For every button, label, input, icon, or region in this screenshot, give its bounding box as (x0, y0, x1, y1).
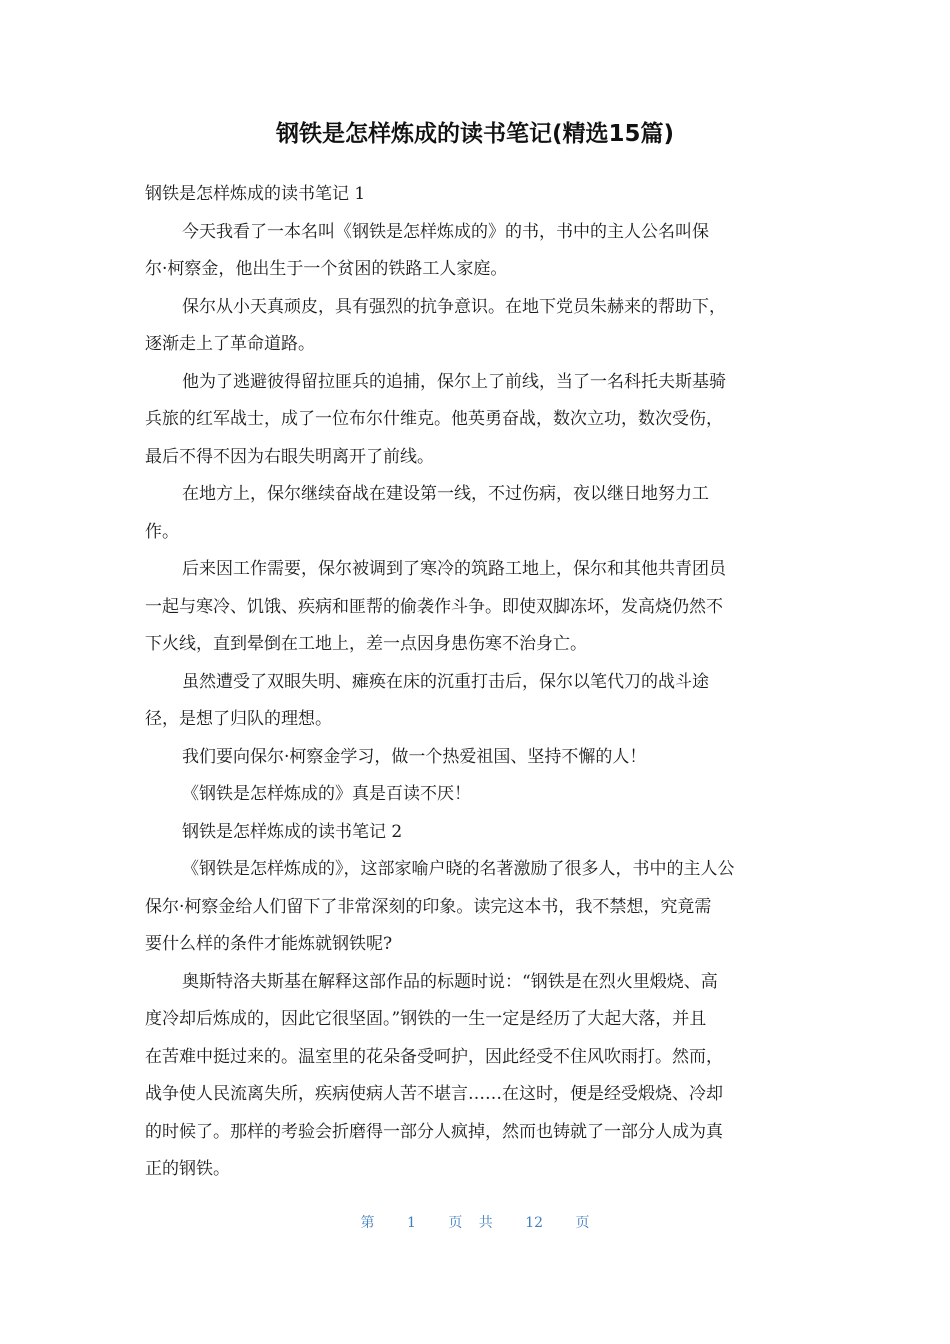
body-paragraph: 《钢铁是怎样炼成的》，这部家喻户晓的名著激励了很多人，书中的主人公 保尔·柯察金给人们留下了非常深刻的印象。读完这本书，我不禁想，究竟需 要什么样的条件才能炼就钢铁呢? (145, 859, 735, 954)
section-heading-2: 钢铁是怎样炼成的读书笔记 2 (182, 821, 403, 842)
section-heading-1: 钢铁是怎样炼成的读书笔记 1 (145, 184, 366, 204)
page-footer (0, 1211, 950, 1235)
body-paragraph: 他为了逃避彼得留拉匪兵的追捕，保尔上了前线，当了一名科托夫斯基骑 兵旅的红军战士，成了一位布尔什维克。他英勇奋战，数次立功，数次受伤， 最后不得不因为右眼失明离开了前线。 (145, 371, 726, 467)
document-body (145, 176, 810, 1189)
document-title: 钢铁是怎样炼成的读书笔记(精选15篇) (275, 121, 675, 147)
body-paragraph: 今天我看了一本名叫《钢铁是怎样炼成的》的书，书中的主人公名叫保 尔·柯察金，他出生于一个贫困的铁路工人家庭。 (145, 221, 709, 279)
body-paragraph: 奥斯特洛夫斯基在解释这部作品的标题时说：“钢铁是在烈火里煅烧、高 度冷却后炼成的，因此它很坚固。”钢铁的一生一定是经历了大起大落，并且 在苦难中挺过来的。温室里的花朵备受呵护，因此经受不住风吹雨打。然而， 战争使人民流离失所，疾病使病人苦不堪言……在这时，便是经受煅烧、冷却 的时候了。那样的考验会折磨得一部分人疯掉，然而也铸就了一部分人成为真 正的钢铁。 (145, 971, 723, 1179)
body-paragraph: 保尔从小天真顽皮，具有强烈的抗争意识。在地下党员朱赫来的帮助下， 逐渐走上了革命道路。 (145, 296, 726, 354)
body-paragraph: 后来因工作需要，保尔被调到了寒冷的筑路工地上，保尔和其他共青团员 一起与寒冷、饥饿、疾病和匪帮的偷袭作斗争。即使双脚冻坏，发高烧仍然不 下火线，直到晕倒在工地上，差一点因身患伤寒不治身亡。 (145, 559, 726, 654)
body-paragraph: 在地方上，保尔继续奋战在建设第一线，不过伤病，夜以继日地努力工 作。 (145, 484, 709, 542)
footer-current-page: 1 (406, 1215, 416, 1231)
footer-middle: 页 共 (448, 1215, 493, 1231)
body-paragraph: 《钢铁是怎样炼成的》真是百读不厌！ (182, 784, 471, 804)
body-paragraph: 我们要向保尔·柯察金学习，做一个热爱祖国、坚持不懈的人！ (182, 746, 647, 767)
body-paragraph: 虽然遭受了双眼失明、瘫痪在床的沉重打击后，保尔以笔代刀的战斗途 径，是想了归队的理想。 (145, 671, 709, 729)
footer-prefix: 第 (360, 1215, 375, 1231)
footer-suffix: 页 (575, 1215, 590, 1231)
footer-total-pages: 12 (525, 1215, 544, 1231)
